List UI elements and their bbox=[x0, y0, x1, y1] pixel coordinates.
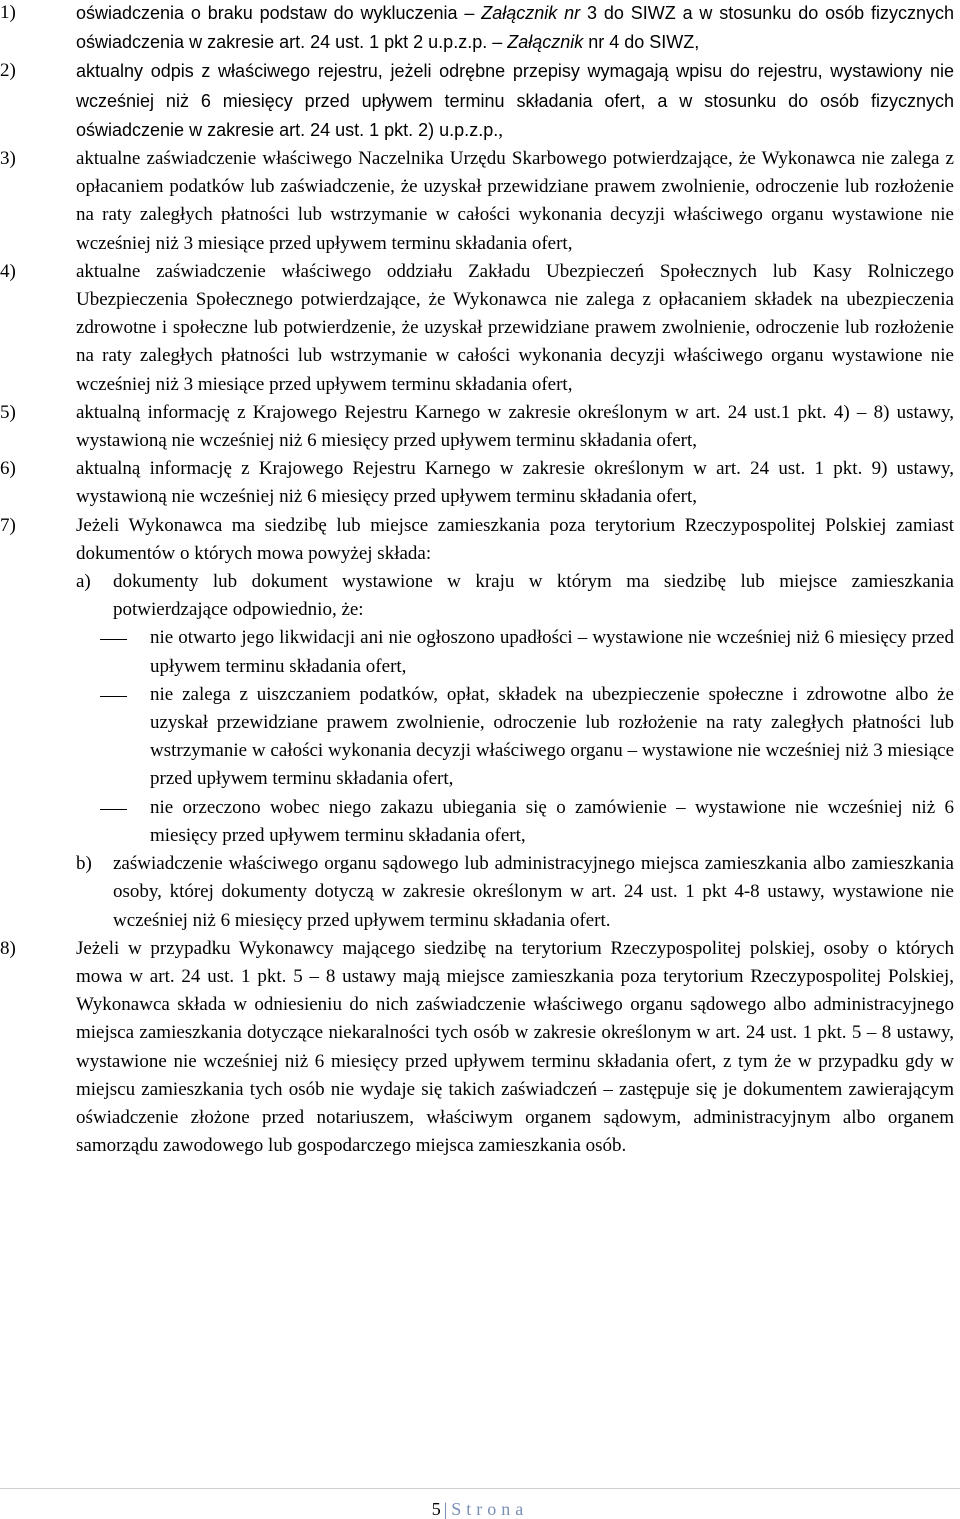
list-number: 3) bbox=[0, 148, 16, 170]
list-item-1 bbox=[0, 0, 954, 57]
list-number: 8) bbox=[0, 937, 16, 959]
sub-item-b bbox=[76, 850, 954, 935]
footer-separator: | bbox=[443, 1499, 448, 1519]
dash-bullet bbox=[100, 639, 127, 640]
sub-item-text: dokumenty lub dokument wystawione w kraju w którym ma siedzibę lub miejsce zamieszkania potwierdzające odpowiednio, że: bbox=[113, 571, 954, 621]
sub-item-text: zaświadczenie właściwego organu sądowego lub administracyjnego miejsca zamieszkania albo zamieszkania osoby, której dokumenty dotyczą w zakresie określonym w art. 24 ust. 1 pkt 4-8 ustawy, wystawione nie wcześniej niż 6 miesięcy przed upływem terminu składania ofert. bbox=[113, 853, 954, 931]
list-item-7 bbox=[0, 512, 954, 568]
list-item-5 bbox=[0, 399, 954, 455]
footer-label: Strona bbox=[451, 1499, 529, 1519]
list-number: 5) bbox=[0, 401, 16, 423]
text-run: nr 4 do SIWZ, bbox=[583, 32, 700, 53]
italic-text-run: Załącznik nr bbox=[481, 3, 581, 23]
dash-bullet bbox=[100, 809, 127, 810]
list-number: 2) bbox=[0, 60, 16, 82]
sub-item-letter: b) bbox=[76, 853, 92, 875]
list-number: 1) bbox=[0, 2, 16, 23]
sub-item-a bbox=[76, 568, 954, 624]
list-item-8 bbox=[0, 935, 954, 1161]
list-item-text: aktualną informację z Krajowego Rejestru Karnego w zakresie określonym w art. 24 ust.1 pkt. 4) – 8) ustawy, wystawioną nie wcześniej niż 6 miesięcy przed upływem terminu składania ofert, bbox=[76, 401, 954, 452]
dash-item-1 bbox=[150, 624, 954, 680]
list-item-3 bbox=[0, 145, 954, 258]
text-run: 3 do SIWZ a w stosunku do osób fizycznych oświadczenia w zakresie art. 24 ust. 1 pkt 2 u.p.z.p. – bbox=[76, 3, 954, 53]
page-footer bbox=[0, 1488, 960, 1519]
list-item-text: aktualną informację z Krajowego Rejestru Karnego w zakresie określonym w art. 24 ust. 1 pkt. 9) ustawy, wystawioną nie wcześniej niż 6 miesięcy przed upływem terminu składania ofert, bbox=[76, 458, 954, 508]
dash-item-text: nie otwarto jego likwidacji ani nie ogłoszono upadłości – wystawione nie wcześniej niż 6 miesięcy przed upływem terminu składania ofert, bbox=[150, 627, 954, 677]
text-run: aktualny odpis z właściwego rejestru, jeżeli odrębne przepisy wymagają wpisu do rejestru, wystawiony nie wcześniej niż 6 miesięcy przed upływem terminu składania ofert, a w stosunku do osób fizycznych oświadczenie w zakresie art. 24 ust. 1 pkt. 2) u.p.z.p. bbox=[76, 61, 954, 140]
dash-item-3 bbox=[150, 794, 954, 850]
text-run: , bbox=[498, 119, 503, 141]
list-number: 4) bbox=[0, 260, 16, 282]
text-run: oświadczenia o braku podstaw do wykluczenia – bbox=[76, 3, 482, 23]
list-item-text: Jeżeli Wykonawca ma siedzibę lub miejsce zamieszkania poza terytorium Rzeczypospolitej Polskiej zamiast dokumentów o których mowa powyżej składa: bbox=[76, 514, 954, 564]
list-item-text: aktualne zaświadczenie właściwego Naczelnika Urzędu Skarbowego potwierdzające, że Wykonawca nie zalega z opłacaniem podatków lub zaświadczenie, że uzyskał przewidziane prawem zwolnienie, odroczenie lub rozłożenie na raty zaległych płatności lub wstrzymanie w całości wykonania decyzji właściwego organu wystawione nie wcześniej niż 3 miesiące przed upływem terminu składania ofert, bbox=[76, 148, 954, 254]
dash-bullet bbox=[100, 696, 127, 697]
italic-text-run: Załącznik bbox=[507, 32, 584, 53]
page-number: 5 bbox=[431, 1499, 441, 1519]
list-item-4 bbox=[0, 258, 954, 399]
list-item-text: aktualne zaświadczenie właściwego oddziału Zakładu Ubezpieczeń Społecznych lub Kasy Rolniczego Ubezpieczenia Społecznego potwierdzające, że Wykonawca nie zalega z opłacaniem składek na ubezpieczenia zdrowotne i społeczne lub potwierdzenie, że uzyskał przewidziane prawem zwolnienie, odroczenie lub rozłożenie na raty zaległych płatności lub wstrzymanie w całości wykonania decyzji właściwego organu wystawione nie wcześniej niż 3 miesiące przed upływem terminu składania ofert, bbox=[76, 260, 954, 395]
list-number: 6) bbox=[0, 458, 16, 480]
dash-item-text: nie zalega z uiszczaniem podatków, opłat, składek na ubezpieczenie społeczne i zdrowotne albo że uzyskał przewidziane prawem zwolnienie, odroczenie lub rozłożenie na raty zaległych płatności lub wstrzymanie w całości wykonania decyzji właściwego organu – wystawione nie wcześniej niż 3 miesiące przed upływem terminu składania ofert, bbox=[150, 683, 954, 790]
sub-item-letter: a) bbox=[76, 571, 91, 593]
dash-item-2 bbox=[150, 681, 954, 794]
list-item-text: Jeżeli w przypadku Wykonawcy mającego siedzibę na terytorium Rzeczypospolitej polskiej, osoby o których mowa w art. 24 ust. 1 pkt. 5 – 8 ustawy mają miejsce zamieszkania poza terytorium Rzeczypospolitej Polskiej, Wykonawca składa w odniesieniu do nich zaświadczenie właściwego organu sądowego albo administracyjnego miejsca zamieszkania dotyczące niekaralności tych osób w zakresie określonym w art. 24 ust. 1 pkt. 5 – 8 ustawy, wystawione nie wcześniej niż 6 miesięcy przed upływem terminu składania ofert, z tym że w przypadku gdy w miejscu zamieszkania tych osób nie wydaje się takich zaświadczeń – zastępuje się je dokumentem zawierającym oświadczenie złożone przed notariuszem, właściwym organem sądowym, administracyjnym albo organem samorządu zawodowego lub gospodarczego miejsca zamieszkania osób. bbox=[76, 937, 954, 1157]
list-number: 7) bbox=[0, 514, 16, 536]
list-item-2 bbox=[0, 57, 954, 145]
dash-item-text: nie orzeczono wobec niego zakazu ubiegania się o zamówienie – wystawione nie wcześniej niż 6 miesięcy przed upływem terminu składania ofert, bbox=[150, 796, 954, 846]
list-item-6 bbox=[0, 455, 954, 511]
